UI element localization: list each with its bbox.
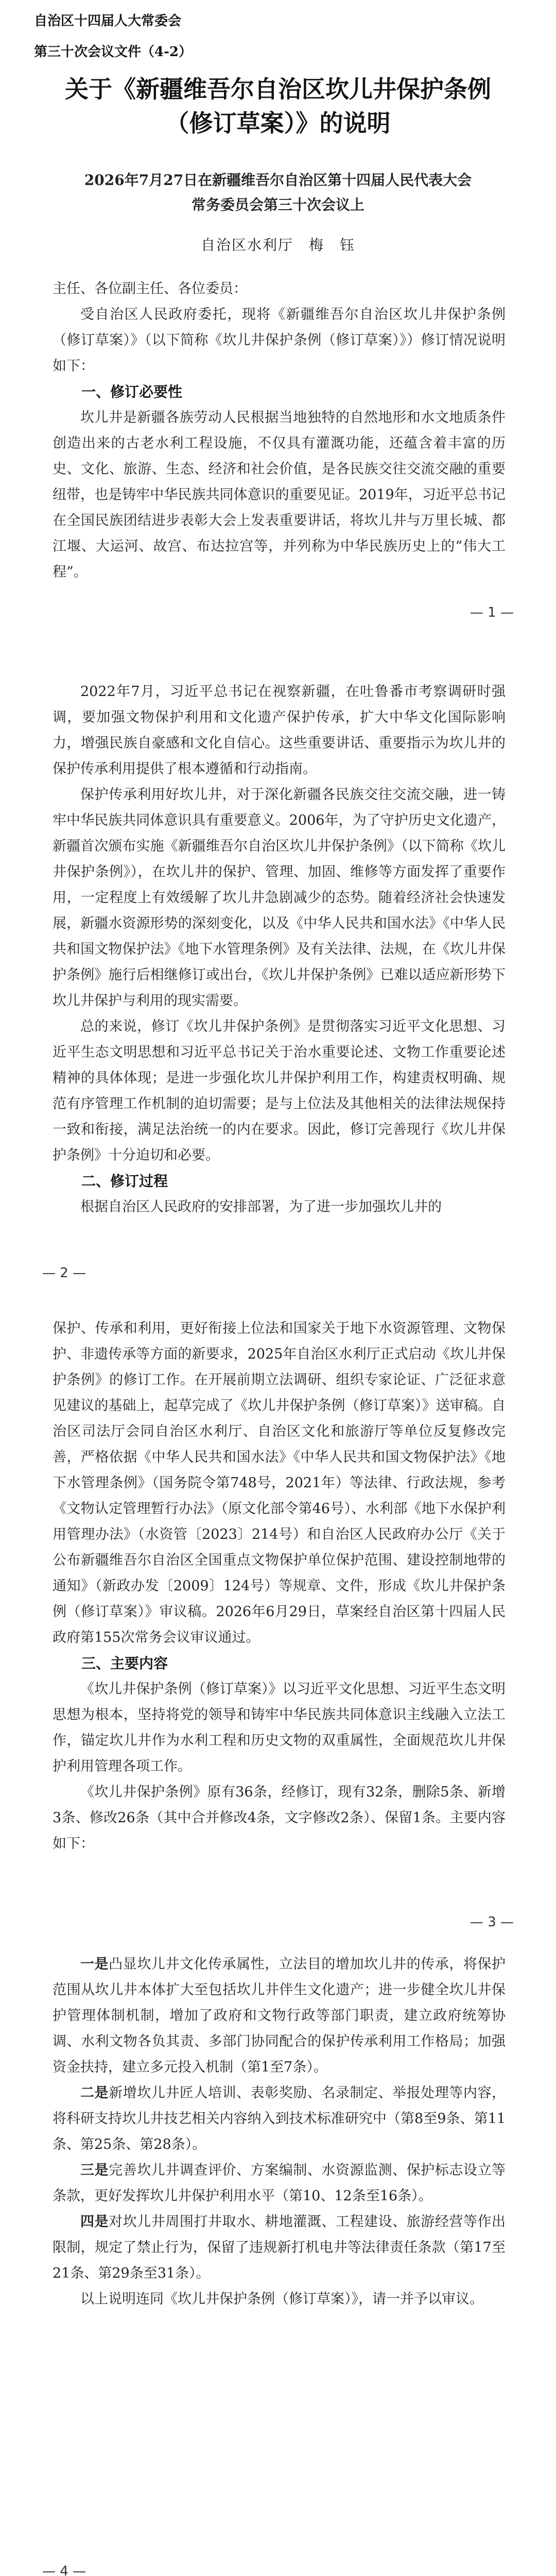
item-3-text: 完善坎儿井调查评价、方案编制、水资源监测、保护标志设立等条款，更好发挥坎儿井保护利用水平（第10、12条至16条）。 — [53, 2162, 506, 2204]
section-1-paragraph-1: 坎儿井是新疆各族劳动人民根据当地独特的自然地形和水文地质条件创造出来的古老水利工程设施，不仅具有灌溉功能，还蕴含着丰富的历史、文化、旅游、生态、经济和社会价值，是各民族交往交流交融的重要纽带，也是铸牢中华民族共同体意识的重要见证。2019年，习近平总书记在全国民族团结进步表彰大会上发表重要讲话，将坎儿井与万里长城、都江堰、大运河、故宫、布达拉宫等，并列称为中华民族历史上的“伟大工程”。 — [53, 410, 506, 580]
page-1 — [0, 0, 556, 649]
document-title-line-1: 关于《新疆维吾尔自治区坎儿井保护条例 — [65, 75, 491, 103]
item-3-lead: 三是 — [80, 2162, 109, 2178]
page-number-3: — 3 — — [470, 1914, 514, 1930]
intro-paragraph: 受自治区人民政府委托，现将《新疆维吾尔自治区坎儿井保护条例（修订草案）》（以下简称《坎儿井保护条例（修订草案）》）修订情况说明如下： — [53, 307, 506, 374]
page-1-body — [53, 276, 506, 585]
content-item-3 — [53, 2158, 506, 2209]
page-2-body — [53, 679, 506, 1220]
section-3-heading: 三、主要内容 — [81, 1655, 168, 1672]
header-line-2: 第三十次会议文件（4-2） — [34, 44, 192, 60]
section-3-paragraph-2: 《坎儿井保护条例》原有36条，经修订，现有32条，删除5条、新增3条、修改26条（其中合并修改4条，文字修改2条）、保留1条。主要内容如下： — [53, 1784, 506, 1852]
item-4-lead: 四是 — [80, 2214, 109, 2230]
item-2-lead: 二是 — [80, 2085, 109, 2101]
section-1-heading: 一、修订必要性 — [81, 383, 183, 400]
closing-paragraph: 以上说明连同《坎儿井保护条例（修订草案）》，请一并予以审议。 — [80, 2291, 483, 2307]
content-item-2 — [53, 2080, 506, 2158]
salutation: 主任、各位副主任、各位委员： — [53, 281, 247, 297]
item-2-text: 新增坎儿井匠人培训、表彰奖励、名录制定、举报处理等内容，将科研支持坎儿井技艺相关内容纳入到技术标准研究中（第8至9条、第11条、第25条、第28条）。 — [53, 2085, 506, 2153]
section-1-paragraph-4: 总的来说，修订《坎儿井保护条例》是贯彻落实习近平文化思想、习近平生态文明思想和习近平总书记关于治水重要论述、文物工作重要论述精神的具体体现；是进一步强化坎儿井保护利用工作，构建责权明确、规范有序管理工作机制的迫切需要；是与上位法及其他相关的法律法规保持一致和衔接，满足法治统一的内在要求。因此，修订完善现行《坎儿井保护条例》十分迫切和必要。 — [53, 1019, 506, 1163]
page-3-body — [53, 1316, 506, 1857]
page-2 — [0, 649, 556, 1298]
section-3-paragraph-1: 《坎儿井保护条例（修订草案）》以习近平文化思想、习近平生态文明思想为根本，坚持将党的领导和铸牢中华民族共同体意识主线融入立法工作，锚定坎儿井作为水利工程和历史文物的双重属性，全面规范坎儿井保护利用管理各项工作。 — [53, 1681, 506, 1774]
content-item-1 — [53, 1952, 506, 2080]
document-title-line-2: （修订草案）》的说明 — [165, 109, 391, 137]
content-item-4 — [53, 2209, 506, 2286]
page-number-4: — 4 — — [42, 2564, 86, 2576]
item-1-text: 凸显坎儿井文化传承属性，立法目的增加坎儿井的传承，将保护范围从坎儿井本体扩大至包括坎儿井伴生文化遗产；进一步健全坎儿井保护管理体制机制，增加了政府和文物行政等部门职责，建立政府统筹协调、水利文物各负其责、多部门协同配合的保护传承利用工作格局；加强资金扶持，建立多元投入机制（第1至7条）。 — [53, 1956, 506, 2075]
item-4-text: 对坎儿井周围打井取水、耕地灌溉、工程建设、旅游经营等作出限制，规定了禁止行为，保留了违规新打机电井等法律责任条款（第17至21条、第29条至31条）。 — [53, 2214, 506, 2281]
meeting-info-line-1: 2026年7月27日在新疆维吾尔自治区第十四届人民代表大会 — [84, 172, 472, 189]
section-2-paragraph-1-cont: 保护、传承和利用，更好衔接上位法和国家关于地下水资源管理、文物保护、非遗传承等方面的新要求，2025年自治区水利厅正式启动《坎儿井保护条例》的修订工作。在开展前期立法调研、组织专家论证、广泛征求意见建议的基础上，起草完成了《坎儿井保护条例（修订草案）》送审稿。自治区司法厅会同自治区水利厅、自治区文化和旅游厅等单位反复修改完善，严格依据《中华人民共和国水法》《中华人民共和国文物保护法》《地下水管理条例》（国务院令第748号，2021年）等法律、行政法规，参考《文物认定管理暂行办法》（原文化部令第46号）、水利部《地下水保护利用管理办法》（水资管〔2023〕214号）和自治区人民政府办公厅《关于公布新疆维吾尔自治区全国重点文物保护单位保护范围、建设控制地带的通知》（新政办发〔2009〕124号）等规章、文件，形成《坎儿井保护条例（修订草案）》审议稿。2026年6月29日，草案经自治区第十四届人民政府第155次常务会议审议通过。 — [53, 1320, 506, 1646]
meeting-info-line-2: 常务委员会第三十次会议上 — [191, 196, 364, 213]
page-number-1: — 1 — — [470, 605, 514, 620]
item-1-lead: 一是 — [80, 1956, 109, 1972]
page-3 — [0, 1298, 556, 1947]
section-2-paragraph-1: 根据自治区人民政府的安排部署，为了进一步加强坎儿井的 — [80, 1199, 442, 1215]
section-1-paragraph-3: 保护传承利用好坎儿井，对于深化新疆各民族交往交流交融，进一铸牢中华民族共同体意识具有重要意义。2006年，为了守护历史文化遗产，新疆首次颁布实施《新疆维吾尔自治区坎儿井保护条例》（以下简称《坎儿井保护条例》），在坎儿井的保护、管理、加固、维修等方面发挥了重要作用，一定程度上有效缓解了坎儿井急剧减少的态势。随着经济社会快速发展，新疆水资源形势的深刻变化，以及《中华人民共和国水法》《中华人民共和国文物保护法》《地下水管理条例》及有关法律、法规，在《坎儿井保护条例》施行后相继修订或出台，《坎儿井保护条例》已难以适应新形势下坎儿井保护与利用的现实需要。 — [53, 787, 506, 1009]
section-1-paragraph-2: 2022年7月，习近平总书记在视察新疆，在吐鲁番市考察调研时强调，要加强文物保护利用和文化遗产保护传承，扩大中华文化国际影响力，增强民族自豪感和文化自信心。这些重要讲话、重要指示为坎儿井的保护传承利用提供了根本遵循和行动指南。 — [53, 684, 506, 777]
header-line-1: 自治区十四届人大常委会 — [34, 13, 182, 29]
page-4-body — [53, 1952, 506, 2312]
author-line: 自治区水利厅 梅 钰 — [200, 236, 355, 253]
page-4 — [0, 1947, 556, 2576]
page-number-2: — 2 — — [42, 1265, 86, 1281]
section-2-heading: 二、修订过程 — [81, 1173, 168, 1190]
